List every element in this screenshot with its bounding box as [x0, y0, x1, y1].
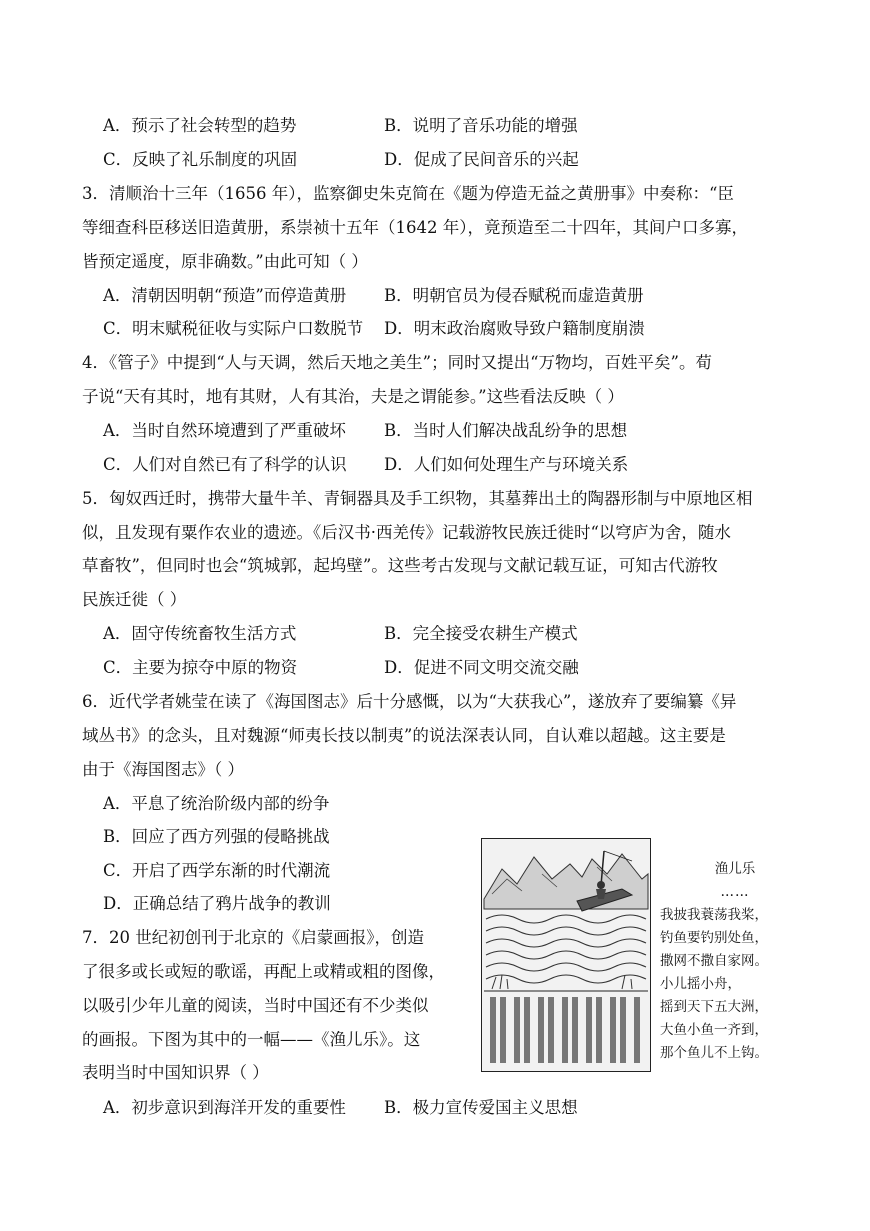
q5-option-d: D．促进不同文明交流交融: [384, 658, 579, 677]
q3-option-a: A．清朝因明朝“预造”而停造黄册: [103, 286, 347, 305]
poem-line: 小儿摇小舟，: [660, 976, 741, 992]
poem-line: 那个鱼儿不上钩。: [660, 1045, 768, 1061]
q2-option-c: C．反映了礼乐制度的巩固: [103, 150, 298, 169]
q7-stem-line-5: 表明当时中国知识界（ ）: [82, 1063, 269, 1082]
yu-er-le-poem: [660, 858, 810, 1065]
q3-option-b: B．明朝官员为侵吞赋税而虚造黄册: [384, 286, 644, 305]
q3-stem-line-2: 等细查科臣移送旧造黄册，系崇祯十五年（1642 年），竟预造至二十四年，其间户口多寡，: [82, 218, 748, 237]
q7-option-b: B．极力宣传爱国主义思想: [384, 1098, 578, 1117]
woodcut-fisherman-image: [482, 839, 650, 1071]
q3-stem-line-3: 皆预定遥度，原非确数。”由此可知（ ）: [82, 252, 368, 271]
q3-stem-line-1: 3．清顺治十三年（1656 年），监察御史朱克简在《题为停造无益之黄册事》中奏称：“臣: [82, 184, 734, 203]
poem-line: 摇到天下五大洲，: [660, 999, 768, 1015]
poem-line: 我披我蓑荡我桨，: [660, 907, 768, 923]
q7-option-a: A．初步意识到海洋开发的重要性: [103, 1098, 346, 1117]
q4-option-c: C．人们对自然已有了科学的认识: [103, 455, 347, 474]
q6-stem-line-2: 域丛书》的念头，且对魏源“师夷长技以制夷”的说法深表认同，自认难以超越。这主要是: [82, 726, 726, 745]
poem-line: 钓鱼要钓别处鱼，: [660, 930, 768, 946]
yu-er-le-illustration: [481, 838, 651, 1072]
q2-option-a: A．预示了社会转型的趋势: [103, 116, 297, 135]
poem-title: 渔儿乐: [714, 861, 756, 877]
q5-option-a: A．固守传统畜牧生活方式: [103, 624, 297, 643]
poem-line: 大鱼小鱼一齐到，: [660, 1022, 768, 1038]
q6-option-b: B．回应了西方列强的侵略挑战: [103, 827, 330, 846]
q7-stem-line-1: 7．20 世纪初创刊于北京的《启蒙画报》，创造: [82, 928, 424, 947]
q2-option-d: D．促成了民间音乐的兴起: [384, 150, 579, 169]
q4-stem-line-1: 4．《管子》中提到“人与天调，然后天地之美生”；同时又提出“万物均，百姓平矣”。荀: [82, 353, 712, 372]
q4-stem-line-2: 子说“天有其时，地有其财，人有其治，夫是之谓能参。”这些看法反映（ ）: [82, 387, 624, 406]
q4-option-a: A．当时自然环境遭到了严重破坏: [103, 421, 346, 440]
q6-stem-line-3: 由于《海国图志》（ ）: [82, 760, 244, 779]
poem-line: 撒网不撒自家网。: [660, 953, 768, 969]
q3-option-d: D．明末政治腐败导致户籍制度崩溃: [384, 319, 645, 338]
q7-stem-line-2: 了很多或长或短的歌谣，再配上或精或粗的图像，: [82, 962, 445, 981]
poem-ellipsis: ……: [720, 884, 750, 900]
q6-option-c: C．开启了西学东渐的时代潮流: [103, 861, 331, 880]
q5-stem-line-1: 5．匈奴西迁时，携带大量牛羊、青铜器具及手工织物，其墓葬出土的陶器形制与中原地区相: [82, 489, 753, 508]
q4-option-b: B．当时人们解决战乱纷争的思想: [384, 421, 628, 440]
q2-option-b: B．说明了音乐功能的增强: [384, 116, 578, 135]
q5-stem-line-4: 民族迁徙（ ）: [82, 590, 187, 609]
q6-option-d: D．正确总结了鸦片战争的教训: [103, 894, 331, 913]
q7-stem-line-4: 的画报。下图为其中的一幅——《渔儿乐》。这: [82, 1030, 421, 1049]
q6-stem-line-1: 6．近代学者姚莹在读了《海国图志》后十分感慨，以为“大获我心”，遂放弃了要编纂《异: [82, 692, 737, 711]
q4-option-d: D．人们如何处理生产与环境关系: [384, 455, 629, 474]
q5-option-c: C．主要为掠夺中原的物资: [103, 658, 298, 677]
q5-option-b: B．完全接受农耕生产模式: [384, 624, 578, 643]
q6-option-a: A．平息了统治阶级内部的纷争: [103, 794, 330, 813]
q5-stem-line-2: 似，且发现有粟作农业的遗迹。《后汉书·西羌传》记载游牧民族迁徙时“以穹庐为舍，随水: [82, 523, 731, 542]
q7-stem-line-3: 以吸引少年儿童的阅读，当时中国还有不少类似: [82, 996, 429, 1015]
q3-option-c: C．明末赋税征收与实际户口数脱节: [103, 319, 364, 338]
q5-stem-line-3: 草畜牧”，但同时也会“筑城郭，起坞壁”。这些考古发现与文献记载互证，可知古代游牧: [82, 556, 718, 575]
